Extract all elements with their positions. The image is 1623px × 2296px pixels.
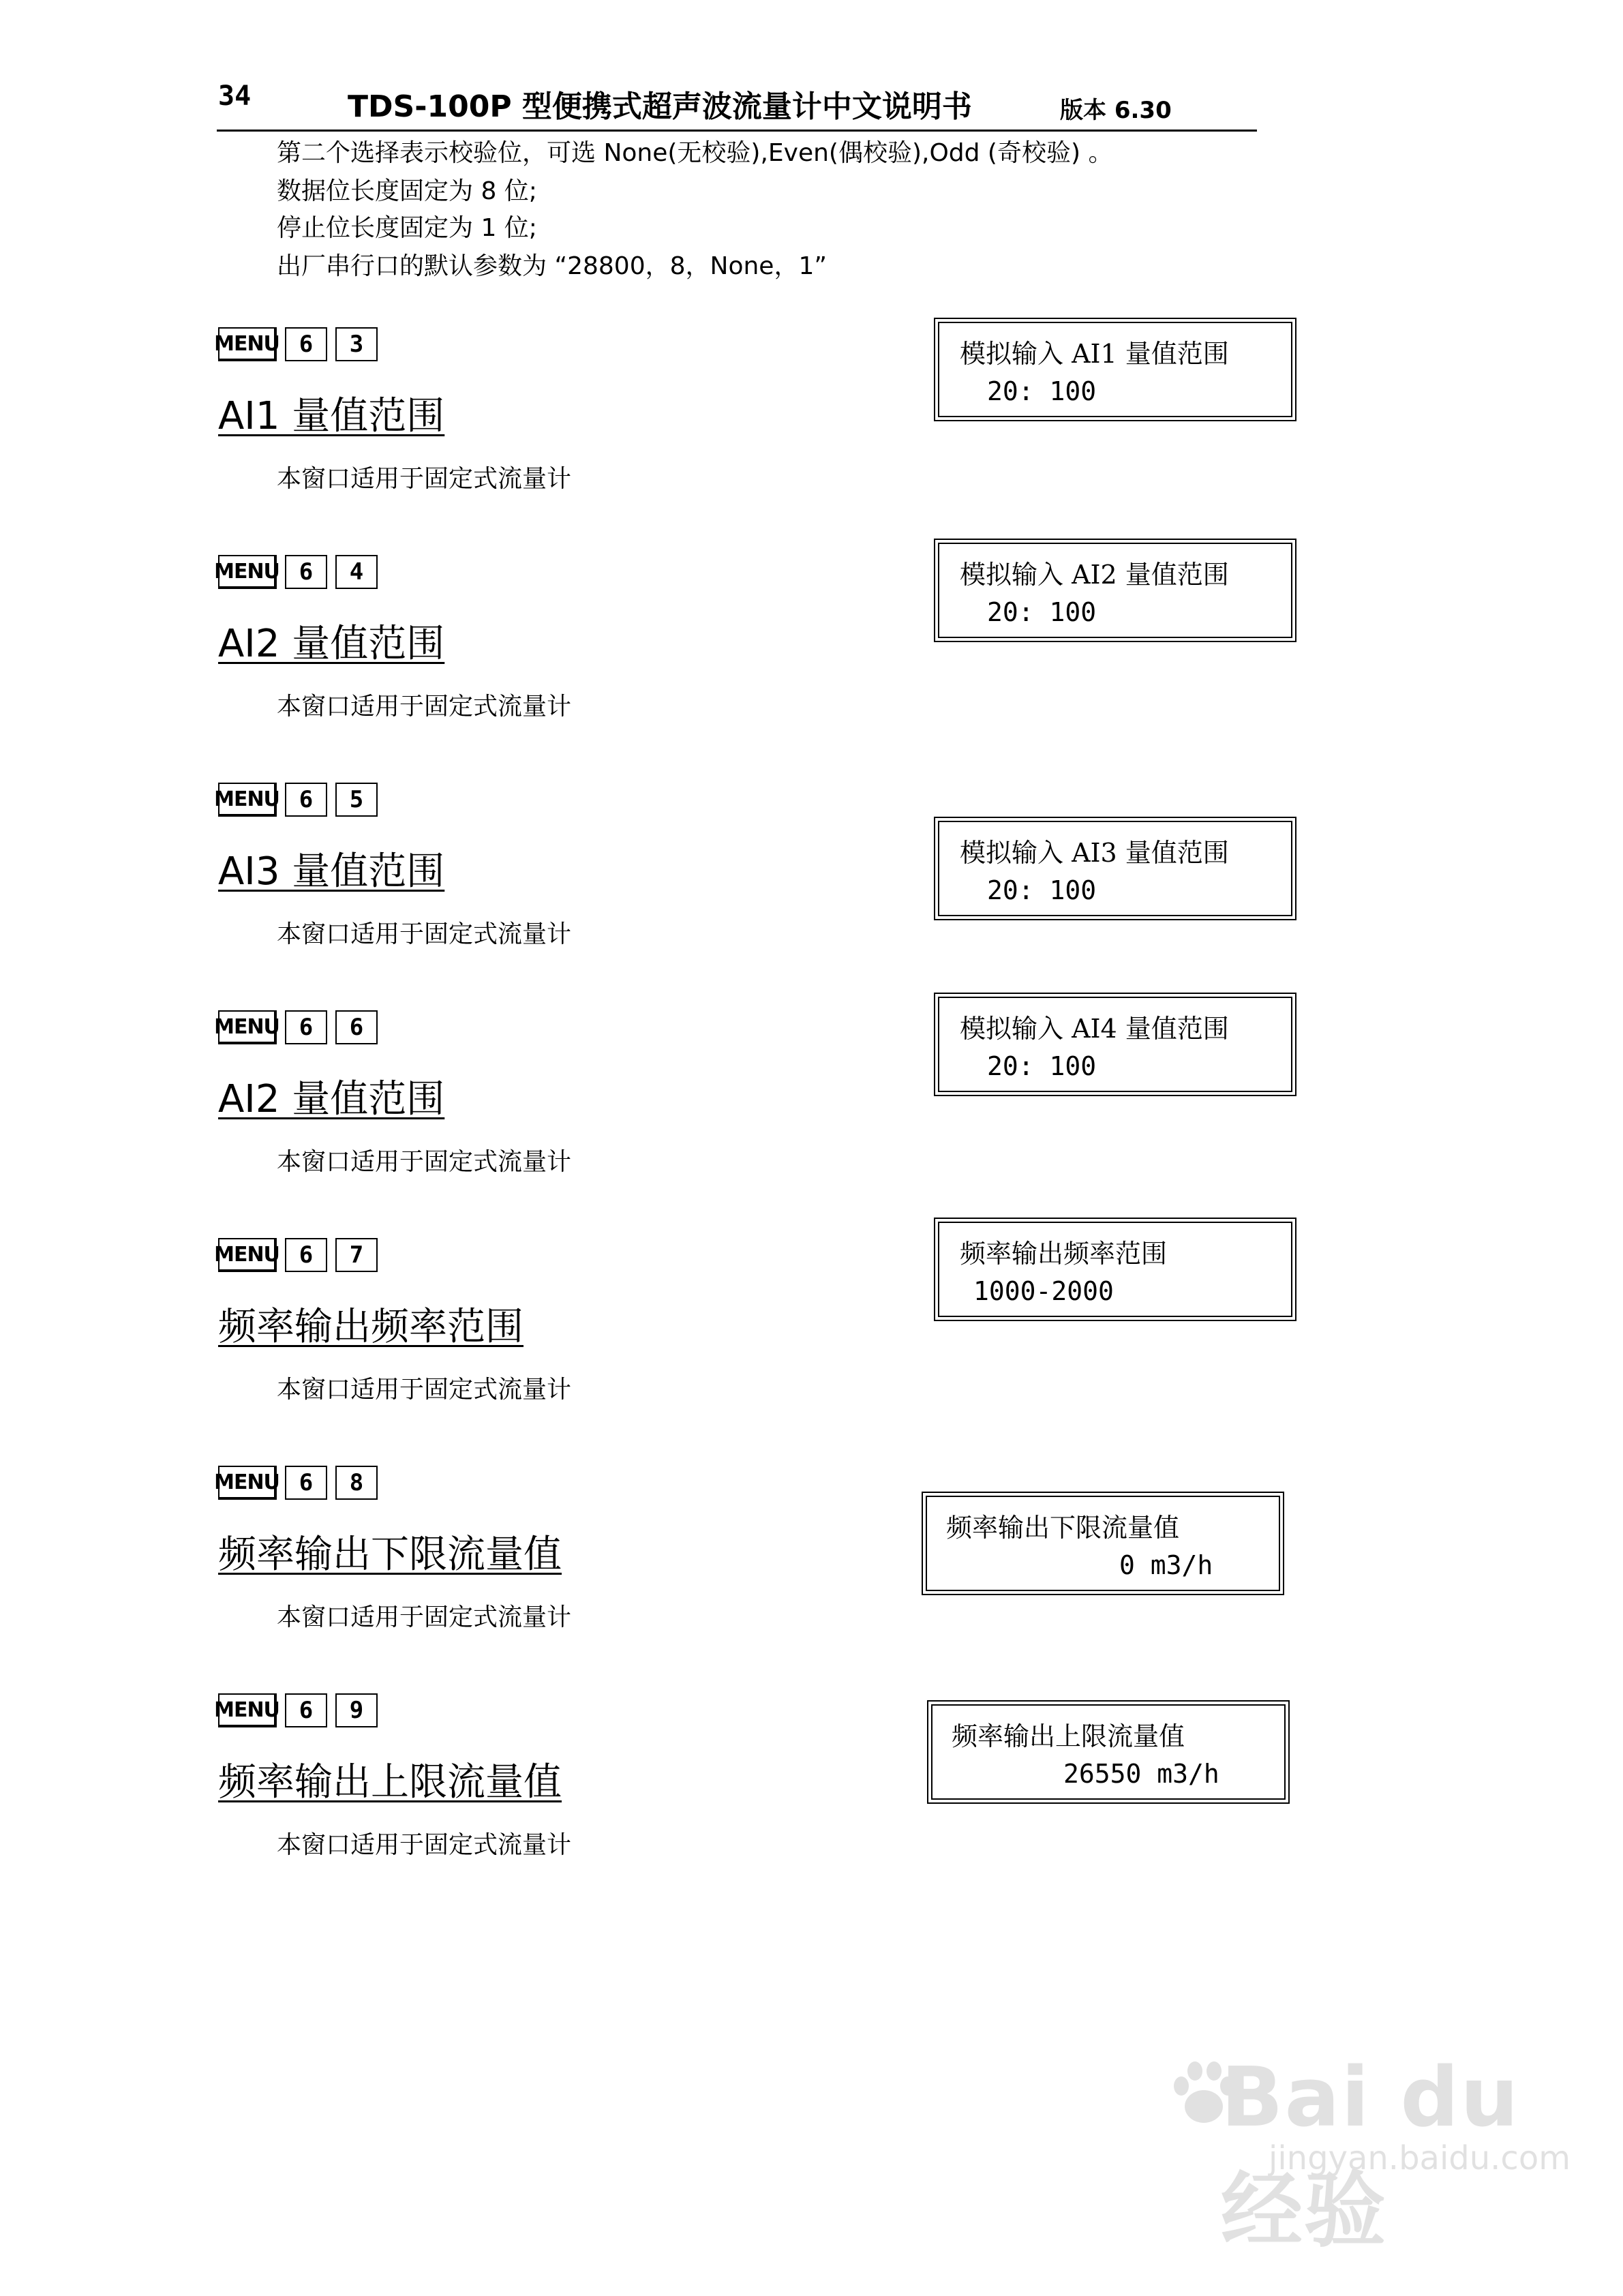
key-digit: 3: [335, 327, 378, 361]
key-digit: 7: [335, 1238, 378, 1272]
lcd-line-2: 20: 100: [987, 597, 1097, 627]
section-description: 本窗口适用于固定式流量计: [277, 1603, 572, 1631]
key-digit: 6: [285, 1693, 327, 1727]
header-divider: [217, 130, 1257, 132]
lcd-line-2: 20: 100: [987, 1051, 1097, 1081]
lcd-display: [934, 993, 1296, 1096]
key-digit: 4: [335, 555, 378, 589]
key-digit: 6: [285, 555, 327, 589]
key-digit: 9: [335, 1693, 378, 1727]
lcd-line-1: 模拟输入 AI1 量值范围: [960, 339, 1229, 369]
section-description: 本窗口适用于固定式流量计: [277, 1376, 572, 1404]
lcd-line-2: 26550 m3/h: [1063, 1759, 1219, 1789]
lcd-line-1: 模拟输入 AI4 量值范围: [960, 1014, 1229, 1044]
key-sequence: [214, 783, 378, 819]
intro-line-1: 第二个选择表示校验位，可选 None(无校验),Even(偶校验),Odd (奇校验) 。: [277, 139, 1113, 167]
key-sequence: [214, 1466, 378, 1502]
section-title: 频率输出上限流量值: [218, 1760, 562, 1804]
page-number: 34: [218, 80, 252, 112]
menu-key: MENU: [218, 783, 277, 817]
document-title: TDS-100P 型便携式超声波流量计中文说明书: [348, 89, 972, 124]
key-sequence: [214, 555, 378, 592]
document-version: 版本 6.30: [1060, 97, 1172, 124]
key-sequence: [214, 1010, 378, 1047]
lcd-line-2: 20: 100: [987, 376, 1097, 406]
lcd-line-2: 1000-2000: [973, 1276, 1114, 1306]
section-title: 频率输出下限流量值: [218, 1532, 562, 1577]
key-digit: 8: [335, 1466, 378, 1500]
menu-key: MENU: [218, 1693, 277, 1727]
section-description: 本窗口适用于固定式流量计: [277, 1148, 572, 1176]
menu-key: MENU: [218, 555, 277, 589]
section-description: 本窗口适用于固定式流量计: [277, 465, 572, 493]
intro-line-2: 数据位长度固定为 8 位;: [277, 177, 537, 205]
lcd-line-1: 模拟输入 AI2 量值范围: [960, 560, 1229, 590]
lcd-line-2: 0 m3/h: [1119, 1550, 1213, 1580]
menu-key: MENU: [218, 1238, 277, 1272]
key-digit: 6: [285, 783, 327, 817]
menu-key: MENU: [218, 1010, 277, 1044]
lcd-display: [934, 539, 1296, 642]
intro-line-4: 出厂串行口的默认参数为 “28800，8，None，1”: [277, 252, 827, 280]
key-sequence: [214, 327, 378, 364]
lcd-line-1: 频率输出下限流量值: [946, 1513, 1180, 1543]
menu-key: MENU: [218, 1466, 277, 1500]
key-digit: 6: [335, 1010, 378, 1044]
key-digit: 6: [285, 1466, 327, 1500]
watermark-brand: Bai du 经验: [1221, 2051, 1520, 2259]
lcd-display: [922, 1492, 1284, 1595]
key-sequence: [214, 1693, 378, 1730]
key-digit: 6: [285, 1238, 327, 1272]
key-digit: 6: [285, 327, 327, 361]
lcd-line-2: 20: 100: [987, 875, 1097, 905]
section-description: 本窗口适用于固定式流量计: [277, 1831, 572, 1859]
section-title: AI1 量值范围: [218, 394, 445, 438]
key-digit: 6: [285, 1010, 327, 1044]
section-title: 频率输出频率范围: [218, 1305, 524, 1349]
key-digit: 5: [335, 783, 378, 817]
section-title: AI3 量值范围: [218, 849, 445, 894]
key-sequence: [214, 1238, 378, 1275]
menu-key: MENU: [218, 327, 277, 361]
lcd-display: [934, 1218, 1296, 1321]
lcd-line-1: 频率输出频率范围: [960, 1239, 1168, 1269]
lcd-display: [927, 1700, 1290, 1804]
intro-line-3: 停止位长度固定为 1 位;: [277, 214, 537, 242]
section-description: 本窗口适用于固定式流量计: [277, 693, 572, 721]
baidu-watermark: [1166, 2037, 1571, 2259]
lcd-display: [934, 318, 1296, 421]
section-title: AI2 量值范围: [218, 622, 445, 666]
lcd-line-1: 频率输出上限流量值: [952, 1721, 1185, 1751]
lcd-display: [934, 817, 1296, 920]
section-title: AI2 量值范围: [218, 1077, 445, 1121]
section-description: 本窗口适用于固定式流量计: [277, 920, 572, 948]
lcd-line-1: 模拟输入 AI3 量值范围: [960, 838, 1229, 868]
watermark-url: jingyan.baidu.com: [1269, 2139, 1571, 2177]
